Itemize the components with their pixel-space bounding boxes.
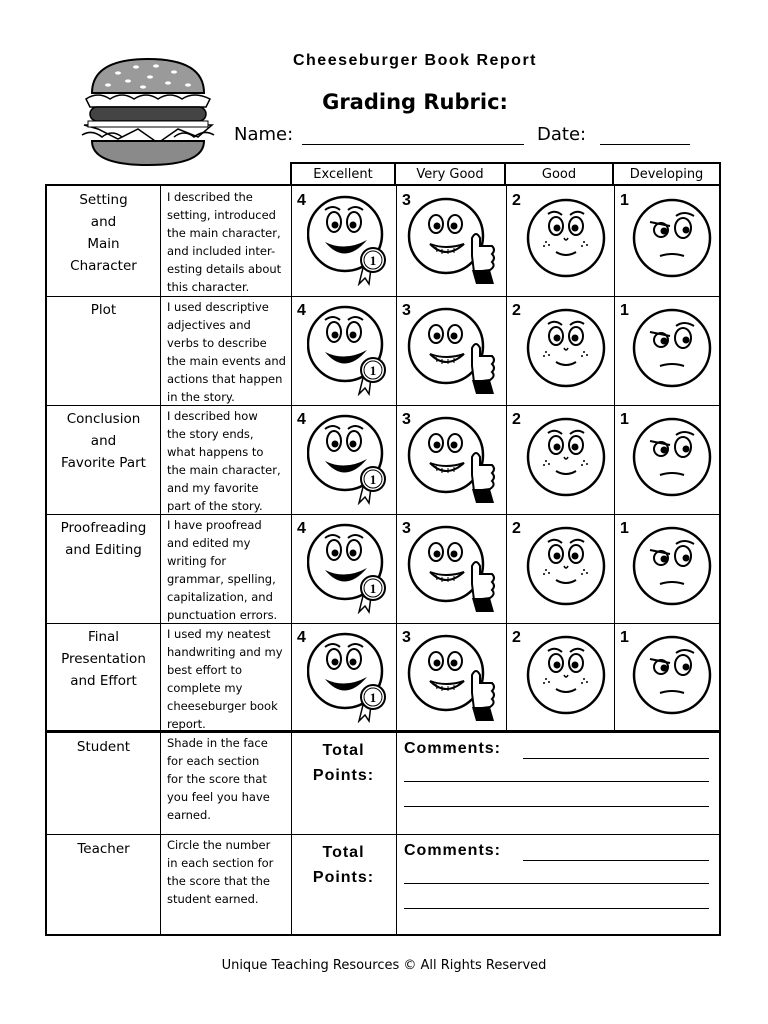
category-line: and: [90, 433, 117, 449]
report-title: Cheeseburger Book Report: [292, 52, 538, 69]
comment-line[interactable]: [404, 806, 709, 807]
category-line: Proofreading: [60, 520, 147, 536]
description-line: setting, introduced: [167, 208, 276, 222]
description-line: in the story.: [167, 390, 235, 404]
instruction-line: in each section for: [167, 856, 274, 870]
category-line: Final: [87, 629, 120, 645]
category-line: and Effort: [70, 673, 137, 689]
comments-label: Comments:: [404, 842, 502, 859]
score-number[interactable]: 2: [512, 192, 521, 209]
score-number[interactable]: 2: [512, 520, 521, 537]
score-number[interactable]: 4: [297, 192, 306, 209]
instruction-line: you feel you have: [167, 790, 270, 804]
score-number[interactable]: 1: [620, 629, 629, 646]
description-line: I used descriptive: [167, 300, 269, 314]
score-number[interactable]: 4: [297, 411, 306, 428]
description: [167, 188, 291, 296]
score-number[interactable]: 4: [297, 520, 306, 537]
smiling-face-icon[interactable]: [520, 194, 612, 286]
score-number[interactable]: 3: [402, 520, 411, 537]
comment-line[interactable]: [523, 860, 709, 861]
category-line: Main: [87, 236, 120, 252]
description-line: adjectives and: [167, 318, 251, 332]
description-line: the main events and: [167, 354, 286, 368]
instruction-line: for the score that: [167, 772, 267, 786]
total-points-label: [291, 738, 396, 788]
category-line: Plot: [90, 302, 117, 318]
instruction-line: Shade in the face: [167, 736, 268, 750]
description: [167, 407, 291, 515]
row-divider: [47, 623, 719, 624]
description-line: I described how: [167, 409, 258, 423]
category-label: [47, 626, 160, 692]
score-number[interactable]: 3: [402, 411, 411, 428]
column-divider: [291, 186, 292, 934]
thumbs-up-face-icon[interactable]: [406, 304, 498, 396]
ribbon-number: 1: [369, 581, 377, 596]
comment-line[interactable]: [404, 908, 709, 909]
category-line: and: [90, 214, 117, 230]
row-divider: [47, 514, 719, 515]
thumbs-up-face-icon[interactable]: [406, 413, 498, 505]
description-line: esting details about: [167, 262, 282, 276]
description: [167, 298, 291, 406]
category-label: [47, 299, 160, 321]
frowning-face-icon[interactable]: [628, 522, 720, 614]
description-line: report.: [167, 717, 206, 731]
score-number[interactable]: 4: [297, 629, 306, 646]
description-line: part of the story.: [167, 499, 263, 513]
date-field[interactable]: [600, 124, 690, 145]
instructions: [167, 836, 291, 908]
description-line: complete my: [167, 681, 243, 695]
score-number[interactable]: 1: [620, 520, 629, 537]
ribbon-face-icon[interactable]: [307, 304, 399, 396]
description-line: writing for: [167, 554, 227, 568]
frowning-face-icon[interactable]: [628, 194, 720, 286]
ribbon-number: 1: [369, 690, 377, 705]
score-number[interactable]: 3: [402, 192, 411, 209]
instruction-line: the score that the: [167, 874, 270, 888]
ribbon-number: 1: [369, 472, 377, 487]
description-line: and edited my: [167, 536, 251, 550]
category-line: Character: [70, 258, 137, 274]
ribbon-number: 1: [369, 253, 377, 268]
column-divider: [160, 186, 161, 934]
column-header: Very Good: [394, 162, 506, 184]
instruction-line: Circle the number: [167, 838, 271, 852]
thumbs-up-face-icon[interactable]: [406, 631, 498, 723]
thumbs-up-face-icon[interactable]: [406, 522, 498, 614]
category-label: [47, 517, 160, 561]
description-line: best effort to: [167, 663, 243, 677]
comments-label: Comments:: [404, 740, 502, 757]
score-number[interactable]: 2: [512, 411, 521, 428]
total-points-line: Points:: [312, 767, 375, 784]
rubric-title: Grading Rubric:: [322, 90, 508, 114]
score-number[interactable]: 2: [512, 629, 521, 646]
comment-line[interactable]: [404, 883, 709, 884]
row-divider: [47, 405, 719, 406]
smiling-face-icon[interactable]: [520, 522, 612, 614]
description-line: actions that happen: [167, 372, 283, 386]
category-line: Setting: [79, 192, 128, 208]
comment-line[interactable]: [523, 758, 709, 759]
description-line: the main character,: [167, 463, 281, 477]
description-line: punctuation errors.: [167, 608, 278, 622]
column-header: Excellent: [290, 162, 396, 184]
category-label: [47, 408, 160, 474]
description-line: I used my neatest: [167, 627, 271, 641]
category-label: [47, 189, 160, 277]
score-number[interactable]: 1: [620, 411, 629, 428]
description-line: capitalization, and: [167, 590, 273, 604]
score-number[interactable]: 2: [512, 302, 521, 319]
column-header: Good: [504, 162, 614, 184]
ribbon-face-icon[interactable]: [307, 194, 399, 286]
instructions: [167, 734, 291, 824]
total-points-label: [291, 840, 396, 890]
description-line: I described the: [167, 190, 253, 204]
score-number[interactable]: 3: [402, 302, 411, 319]
column-header: Developing: [612, 162, 721, 184]
smiling-face-icon[interactable]: [520, 304, 612, 396]
description-line: verbs to describe: [167, 336, 267, 350]
description: [167, 625, 291, 733]
score-number[interactable]: 3: [402, 629, 411, 646]
description-line: and included inter-: [167, 244, 276, 258]
score-number[interactable]: 4: [297, 302, 306, 319]
thumbs-up-face-icon[interactable]: [406, 194, 498, 286]
description-line: I have proofread: [167, 518, 262, 532]
description-line: the main character,: [167, 226, 281, 240]
category-line: and Editing: [65, 542, 142, 558]
role-label: Teacher: [77, 841, 130, 857]
row-divider: [47, 834, 719, 835]
row-divider: [47, 296, 719, 297]
smiling-face-icon[interactable]: [520, 413, 612, 505]
score-number[interactable]: 1: [620, 192, 629, 209]
description-line: handwriting and my: [167, 645, 283, 659]
ribbon-face-icon[interactable]: [307, 522, 399, 614]
name-label: Name:: [234, 124, 294, 145]
date-label: Date:: [537, 124, 587, 145]
footer: Unique Teaching Resources © All Rights Reserved: [221, 958, 547, 973]
name-field[interactable]: [302, 124, 524, 145]
instruction-line: for each section: [167, 754, 260, 768]
description: [167, 516, 291, 624]
role-label: Student: [76, 739, 131, 755]
column-divider: [614, 186, 615, 732]
section-divider: [47, 730, 719, 733]
total-points-line: Total: [322, 844, 365, 861]
ribbon-face-icon[interactable]: [307, 413, 399, 505]
smiling-face-icon[interactable]: [520, 631, 612, 723]
instruction-line: earned.: [167, 808, 211, 822]
total-points-line: Total: [322, 742, 365, 759]
category-line: Conclusion: [66, 411, 141, 427]
frowning-face-icon[interactable]: [628, 413, 720, 505]
ribbon-face-icon[interactable]: [307, 631, 399, 723]
category-line: Favorite Part: [61, 455, 146, 471]
cheeseburger-icon: [78, 55, 218, 175]
frowning-face-icon[interactable]: [628, 631, 720, 723]
column-divider: [506, 186, 507, 732]
description-line: the story ends,: [167, 427, 254, 441]
instruction-line: student earned.: [167, 892, 259, 906]
frowning-face-icon[interactable]: [628, 304, 720, 396]
ribbon-number: 1: [369, 363, 377, 378]
description-line: grammar, spelling,: [167, 572, 276, 586]
comment-line[interactable]: [404, 781, 709, 782]
description-line: what happens to: [167, 445, 264, 459]
description-line: cheeseburger book: [167, 699, 278, 713]
description-line: and my favorite: [167, 481, 259, 495]
total-points-line: Points:: [312, 869, 375, 886]
category-line: Presentation: [61, 651, 146, 667]
score-number[interactable]: 1: [620, 302, 629, 319]
description-line: this character.: [167, 280, 250, 294]
rubric-table: [45, 184, 721, 936]
